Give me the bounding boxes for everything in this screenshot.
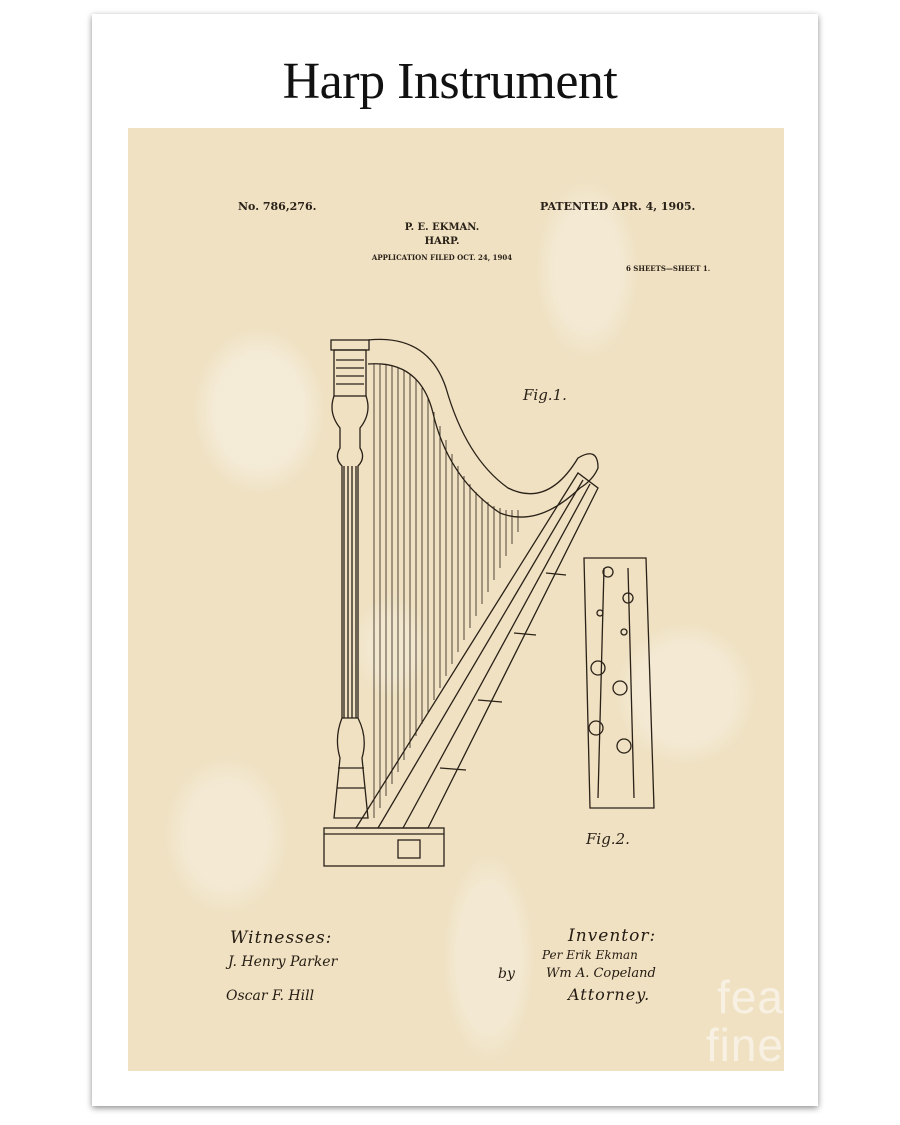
- witnesses-label: Witnesses:: [230, 928, 333, 948]
- patent-sheet: [128, 128, 784, 1071]
- inventor-signature: Per Erik Ekman: [542, 948, 638, 962]
- harp-base: [324, 828, 444, 866]
- patent-sheets: 6 SHEETS—SHEET 1.: [626, 264, 711, 273]
- patent-filed: APPLICATION FILED OCT. 24, 1904: [371, 253, 513, 262]
- attorney-label: Attorney.: [568, 985, 651, 1004]
- harp-drawing: [128, 128, 784, 1071]
- fig2-detail: [584, 558, 654, 808]
- poster-title: Harp Instrument: [282, 53, 618, 110]
- attorney-signature: Wm A. Copeland: [546, 966, 656, 981]
- watermark-line-2: fine: [705, 1019, 784, 1071]
- watermark: [706, 973, 784, 1070]
- figure-2-label: Fig.2.: [586, 830, 630, 848]
- harp-neck: [368, 339, 598, 517]
- by-label: by: [498, 966, 515, 982]
- witness-signature-1: J. Henry Parker: [228, 954, 338, 970]
- watermark-line-1: fea: [717, 971, 784, 1023]
- patent-inventor: P. E. EKMAN.: [404, 222, 480, 233]
- patent-number: No. 786,276.: [238, 200, 317, 213]
- witness-signature-2: Oscar F. Hill: [226, 988, 315, 1004]
- figure-1-label: Fig.1.: [523, 386, 567, 404]
- patent-date: PATENTED APR. 4, 1905.: [540, 200, 696, 213]
- patent-subject: HARP.: [424, 236, 460, 247]
- inventor-label: Inventor:: [568, 926, 657, 946]
- harp-column: [331, 340, 369, 818]
